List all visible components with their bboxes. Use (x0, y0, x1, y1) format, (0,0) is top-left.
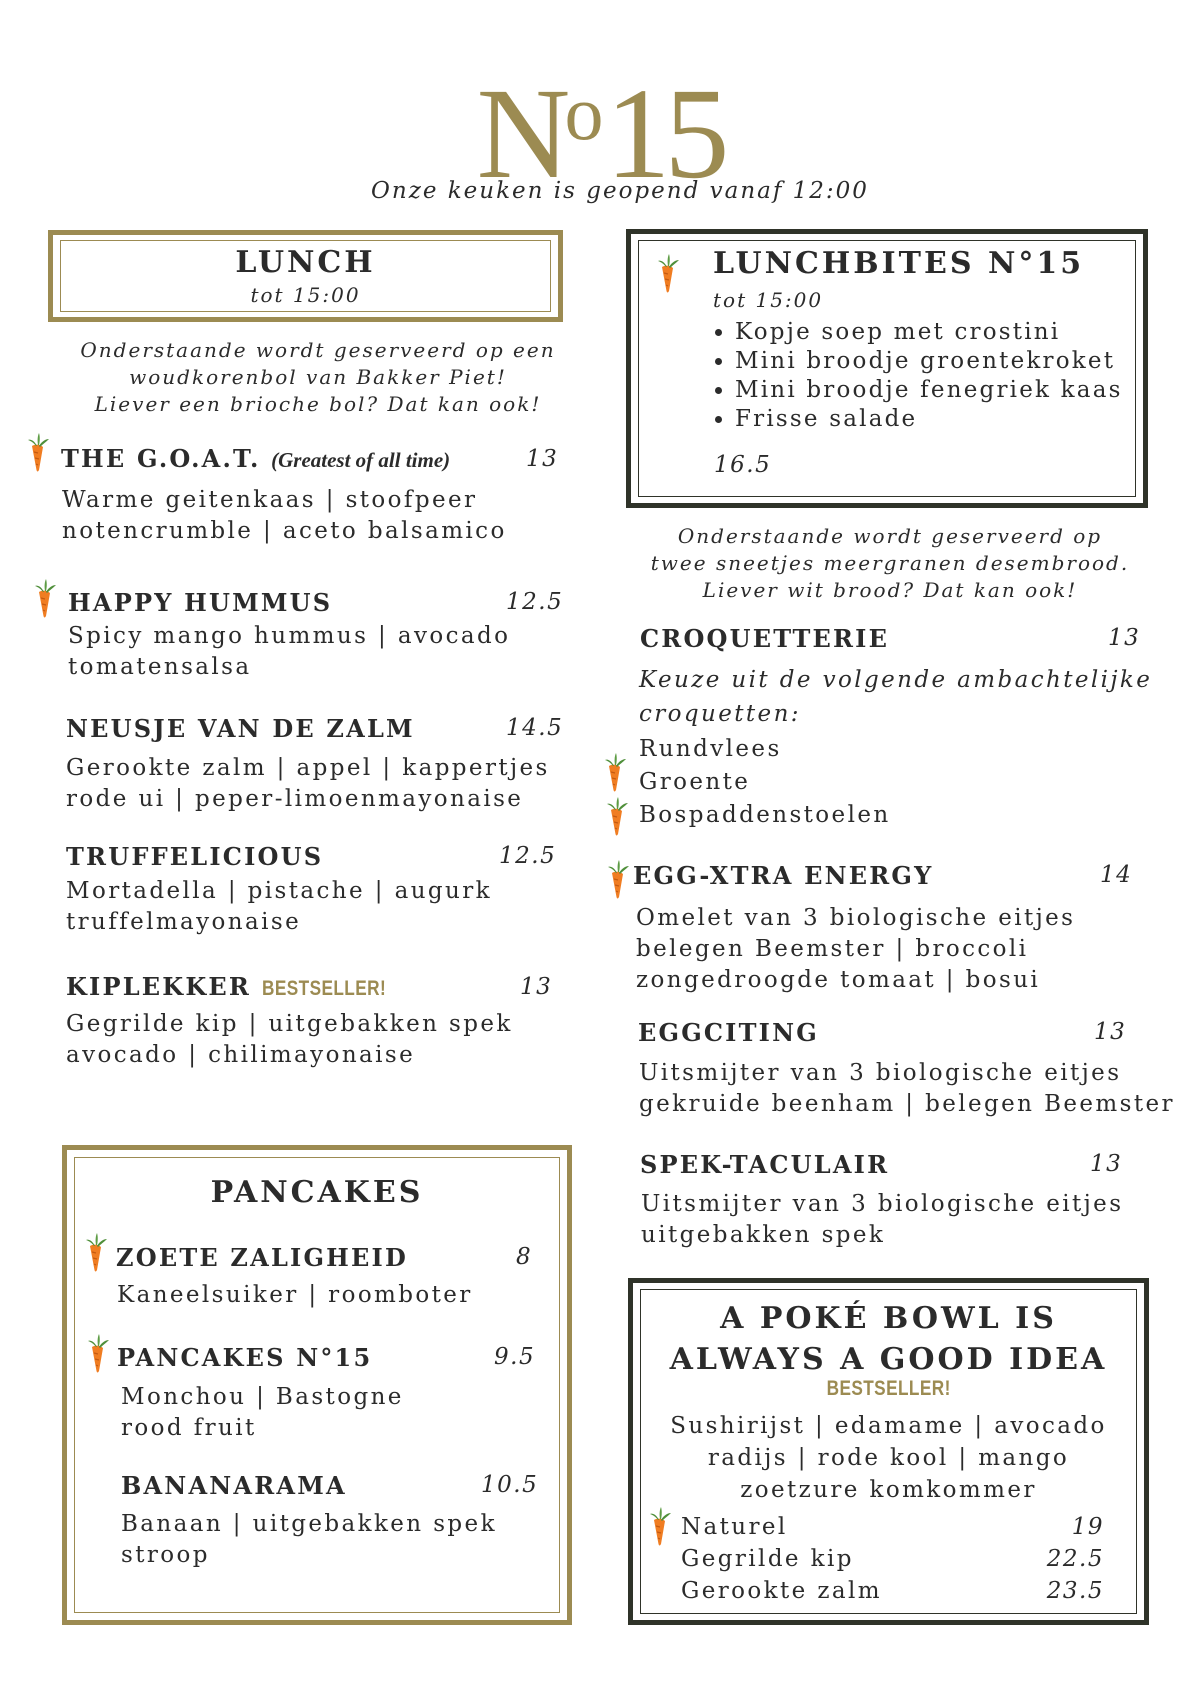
bestseller-badge: BESTSELLER! (261, 977, 386, 1000)
list-item: Naturel (681, 1514, 788, 1540)
option-price: 22.5 (1046, 1546, 1104, 1572)
croquette-options (639, 733, 891, 832)
menu-item-price: 12.5 (499, 843, 557, 869)
logo: $N^o15$ (476, 62, 724, 206)
option-price: 19 (1071, 1514, 1104, 1540)
menu-item-title: EGGCITING (638, 1018, 819, 1047)
menu-item-price: 12.5 (506, 589, 564, 615)
menu-item-title: NEUSJE VAN DE ZALM (66, 714, 415, 743)
menu-item-title: ZOETE ZALIGHEID (116, 1243, 408, 1272)
carrot-icon (656, 253, 682, 293)
menu-item-title: TRUFFELICIOUS (66, 842, 324, 871)
list-item: • Mini broodje fenegriek kaas (735, 376, 1123, 405)
poke-prices (1000, 1511, 1104, 1607)
menu-item-description: Monchou | Bastogne rood fruit (121, 1384, 404, 1441)
carrot-icon (26, 432, 52, 472)
carrot-icon (648, 1506, 674, 1546)
menu-item-description: Gerookte zalm | appel | kappertjes rode ui | peper-limoenmayonaise (66, 755, 550, 812)
list-item: Gegrilde kip (681, 1546, 854, 1572)
menu-item-description: Banaan | uitgebakken spek stroop (121, 1511, 497, 1568)
menu-item-description: Spicy mango hummus | avocado tomatensalsa (68, 623, 511, 680)
menu-item-price: 8 (516, 1244, 533, 1270)
lunchbites-list (713, 318, 1123, 434)
poke-bowl-title: A POKÉ BOWL IS ALWAYS A GOOD IDEA (669, 1301, 1108, 1377)
item-subtitle: (Greatest of all time) (271, 448, 451, 472)
list-item: Groente (639, 769, 751, 795)
list-item: • Frisse salade (735, 405, 1123, 434)
lunch-bread-note: Onderstaande wordt geserveerd op een woudkorenbol van Bakker Piet! Liever een brioche bol? Dat kan ook! (80, 338, 556, 416)
lunchbites-price: 16.5 (714, 452, 772, 478)
menu-item-price: 13 (1090, 1151, 1123, 1177)
carrot-icon (84, 1232, 110, 1272)
menu-item-description: Gegrilde kip | uitgebakken spek avocado | chilimayonaise (66, 1011, 513, 1068)
menu-item-description: Uitsmijter van 3 biologische eitjes uitgebakken spek (641, 1191, 1124, 1248)
pancakes-title: PANCAKES (210, 1175, 424, 1210)
menu-item-price: 14.5 (506, 715, 564, 741)
list-item: Bospaddenstoelen (639, 802, 891, 828)
carrot-icon (606, 859, 632, 899)
menu-item-price: 13 (526, 446, 559, 472)
lunch-subtitle: tot 15:00 (250, 283, 361, 307)
carrot-icon (605, 796, 631, 836)
carrot-icon (33, 578, 59, 618)
menu-item-title: BANANARAMA (121, 1471, 347, 1500)
menu-item-price: 10.5 (481, 1472, 539, 1498)
menu-item-price: 9.5 (494, 1344, 536, 1370)
menu-item-title: SPEK-TACULAIR (640, 1150, 890, 1179)
menu-item-title: THE G.O.A.T. (Greatest of all time) (61, 444, 451, 473)
carrot-icon (603, 752, 629, 792)
menu-item-price: 13 (1094, 1019, 1127, 1045)
menu-item-price: 14 (1100, 862, 1133, 888)
right-bread-note: Onderstaande wordt geserveerd op twee sneetjes meergranen desembrood. Liever wit brood? Dat kan ook! (650, 524, 1130, 602)
menu-item-title: HAPPY HUMMUS (68, 588, 333, 617)
menu-item-description: Mortadella | pistache | augurk truffelmayonaise (66, 878, 492, 935)
lunchbites-title: LUNCHBITES N°15 (713, 246, 1085, 281)
poke-bestseller (628, 1377, 1149, 1401)
menu-item-description: Uitsmijter van 3 biologische eitjes gekruide beenham | belegen Beemster (639, 1060, 1175, 1117)
list-item: Gerookte zalm (681, 1578, 882, 1604)
lunchbites-subtitle: tot 15:00 (713, 288, 824, 312)
list-item: Rundvlees (639, 736, 782, 762)
kitchen-hours-tagline: Onze keuken is geopend vanaf 12:00 (371, 178, 869, 204)
menu-item-title: EGG-XTRA ENERGY (633, 861, 934, 890)
menu-item-title: CROQUETTERIE (640, 624, 890, 653)
poke-options (681, 1511, 882, 1607)
poke-bowl-description: Sushirijst | edamame | avocado radijs | rode kool | mango zoetzure komkommer (670, 1413, 1107, 1503)
menu-item-description: Warme geitenkaas | stoofpeer notencrumble | aceto balsamico (62, 487, 507, 544)
list-item: • Kopje soep met crostini (735, 318, 1123, 347)
menu-item-price: 13 (1108, 625, 1141, 651)
lunch-title: LUNCH (235, 245, 376, 280)
carrot-icon (86, 1333, 112, 1373)
menu-item-title: KIPLEKKER BESTSELLER! (66, 972, 386, 1001)
menu-item-title: PANCAKES N°15 (117, 1343, 373, 1372)
bestseller-badge: BESTSELLER! (826, 1377, 951, 1400)
menu-item-description: Omelet van 3 biologische eitjes belegen Beemster | broccoli zongedroogde tomaat | bosui (636, 905, 1076, 993)
menu-item-price: 13 (520, 974, 553, 1000)
list-item: • Mini broodje groentekroket (735, 347, 1123, 376)
option-price: 23.5 (1046, 1578, 1104, 1604)
menu-item-description: Kaneelsuiker | roomboter (117, 1282, 473, 1308)
croquetterie-intro: Keuze uit de volgende ambachtelijke croquetten: (639, 667, 1153, 727)
